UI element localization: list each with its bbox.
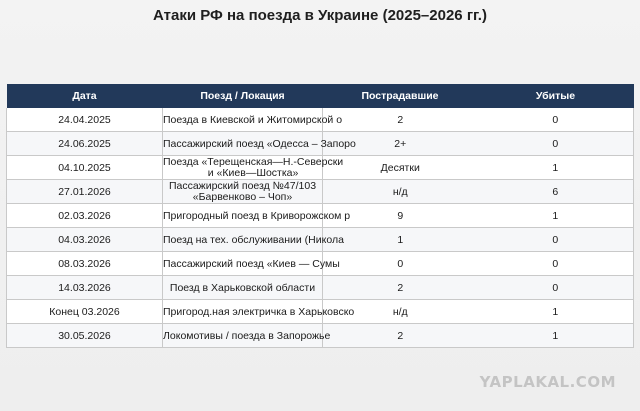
date-cell-text: 04.03.2026 <box>58 233 111 246</box>
location-cell <box>163 324 331 348</box>
date-cell <box>7 252 163 276</box>
location-cell-text: Поезда «Терещенская—Н.-Северски и «Киев—Шостка» <box>163 155 344 179</box>
killed-cell <box>478 228 634 252</box>
injured-cell-text: 2 <box>397 281 404 294</box>
location-cell-text: Локомотивы / поезда в Запорожье <box>163 329 331 342</box>
location-cell-text: Пассажирский поезд №47/103 «Барвенково – Чоп» <box>168 179 317 203</box>
date-cell <box>7 300 163 324</box>
table-row <box>7 252 634 276</box>
killed-cell-text: 1 <box>552 209 559 222</box>
killed-cell <box>478 180 634 204</box>
table-row <box>7 204 634 228</box>
killed-cell-text: 0 <box>552 233 559 246</box>
watermark-logo: YAPLAKAL.COM <box>479 373 616 391</box>
location-cell <box>163 300 355 324</box>
killed-cell <box>478 276 634 300</box>
table-row <box>7 228 634 252</box>
date-cell-text: 04.10.2025 <box>58 161 111 174</box>
injured-cell-text: 0 <box>397 257 404 270</box>
injured-cell-text: н/д <box>392 305 408 318</box>
table-row <box>7 180 634 204</box>
date-cell-text: Конец 03.2026 <box>49 305 120 318</box>
date-cell-text: 02.03.2026 <box>58 209 111 222</box>
injured-cell <box>323 108 478 132</box>
injured-cell-text: 2 <box>397 113 404 126</box>
table-row <box>7 324 634 348</box>
location-cell <box>163 228 344 252</box>
injured-cell <box>323 252 478 276</box>
injured-cell <box>323 156 478 180</box>
injured-cell-text: 2+ <box>394 137 407 150</box>
injured-cell-text: н/д <box>392 185 408 198</box>
killed-cell-text: 0 <box>552 113 559 126</box>
location-cell-text: Пригород.ная электричка в Харьковско <box>163 305 355 318</box>
date-cell-text: 24.06.2025 <box>58 137 111 150</box>
injured-cell-text: 9 <box>397 209 404 222</box>
location-cell <box>163 204 351 228</box>
table-row <box>7 156 634 180</box>
killed-cell <box>478 156 634 180</box>
date-cell <box>7 204 163 228</box>
location-cell <box>163 276 323 300</box>
location-cell-text: Поезд на тех. обслуживании (Никола <box>163 233 344 246</box>
date-cell <box>7 156 163 180</box>
killed-cell <box>478 204 634 228</box>
injured-cell-text: 1 <box>397 233 404 246</box>
injured-cell <box>323 324 478 348</box>
location-cell <box>163 155 344 180</box>
location-cell <box>163 108 343 132</box>
date-cell-text: 30.05.2026 <box>58 329 111 342</box>
injured-cell <box>323 276 478 300</box>
table-body <box>7 108 634 348</box>
killed-cell <box>478 132 634 156</box>
killed-cell-text: 0 <box>552 281 559 294</box>
location-cell-text: Пригородный поезд в Криворожском р <box>163 209 351 222</box>
date-cell <box>7 132 163 156</box>
header-injured: Пострадавшие <box>323 84 478 108</box>
date-cell <box>7 276 163 300</box>
date-cell-text: 14.03.2026 <box>58 281 111 294</box>
date-cell <box>7 324 163 348</box>
killed-cell <box>478 300 634 324</box>
date-cell <box>7 180 163 204</box>
header-killed: Убитые <box>478 84 634 108</box>
date-cell <box>7 108 163 132</box>
attacks-table <box>6 84 634 348</box>
table-row <box>7 300 634 324</box>
location-cell <box>163 180 323 204</box>
injured-cell-text: Десятки <box>380 161 420 174</box>
table-header-row <box>7 84 634 108</box>
killed-cell-text: 6 <box>552 185 559 198</box>
killed-cell <box>478 252 634 276</box>
table-row <box>7 276 634 300</box>
killed-cell-text: 0 <box>552 137 559 150</box>
date-cell-text: 27.01.2026 <box>58 185 111 198</box>
location-cell-text: Пассажирский поезд «Киев — Сумы <box>163 257 340 270</box>
date-cell-text: 08.03.2026 <box>58 257 111 270</box>
header-date: Дата <box>7 84 163 108</box>
table-row <box>7 132 634 156</box>
location-cell-text: Пассажирский поезд «Одесса – Запоро <box>163 137 356 150</box>
killed-cell <box>478 108 634 132</box>
location-cell <box>163 252 340 276</box>
killed-cell-text: 1 <box>552 161 559 174</box>
date-cell <box>7 228 163 252</box>
location-cell-text: Поезд в Харьковской области <box>169 281 316 294</box>
location-cell-text: Поезда в Киевской и Житомирской о <box>163 113 343 126</box>
injured-cell-text: 2 <box>397 329 404 342</box>
killed-cell-text: 1 <box>552 329 559 342</box>
page-title: Атаки РФ на поезда в Украине (2025–2026 гг.) <box>153 7 487 24</box>
date-cell-text: 24.04.2025 <box>58 113 111 126</box>
header-location: Поезд / Локация <box>163 84 323 108</box>
killed-cell <box>478 324 634 348</box>
killed-cell-text: 1 <box>552 305 559 318</box>
injured-cell <box>323 180 478 204</box>
location-cell <box>163 132 356 156</box>
table-row <box>7 108 634 132</box>
killed-cell-text: 0 <box>552 257 559 270</box>
injured-cell <box>323 228 478 252</box>
